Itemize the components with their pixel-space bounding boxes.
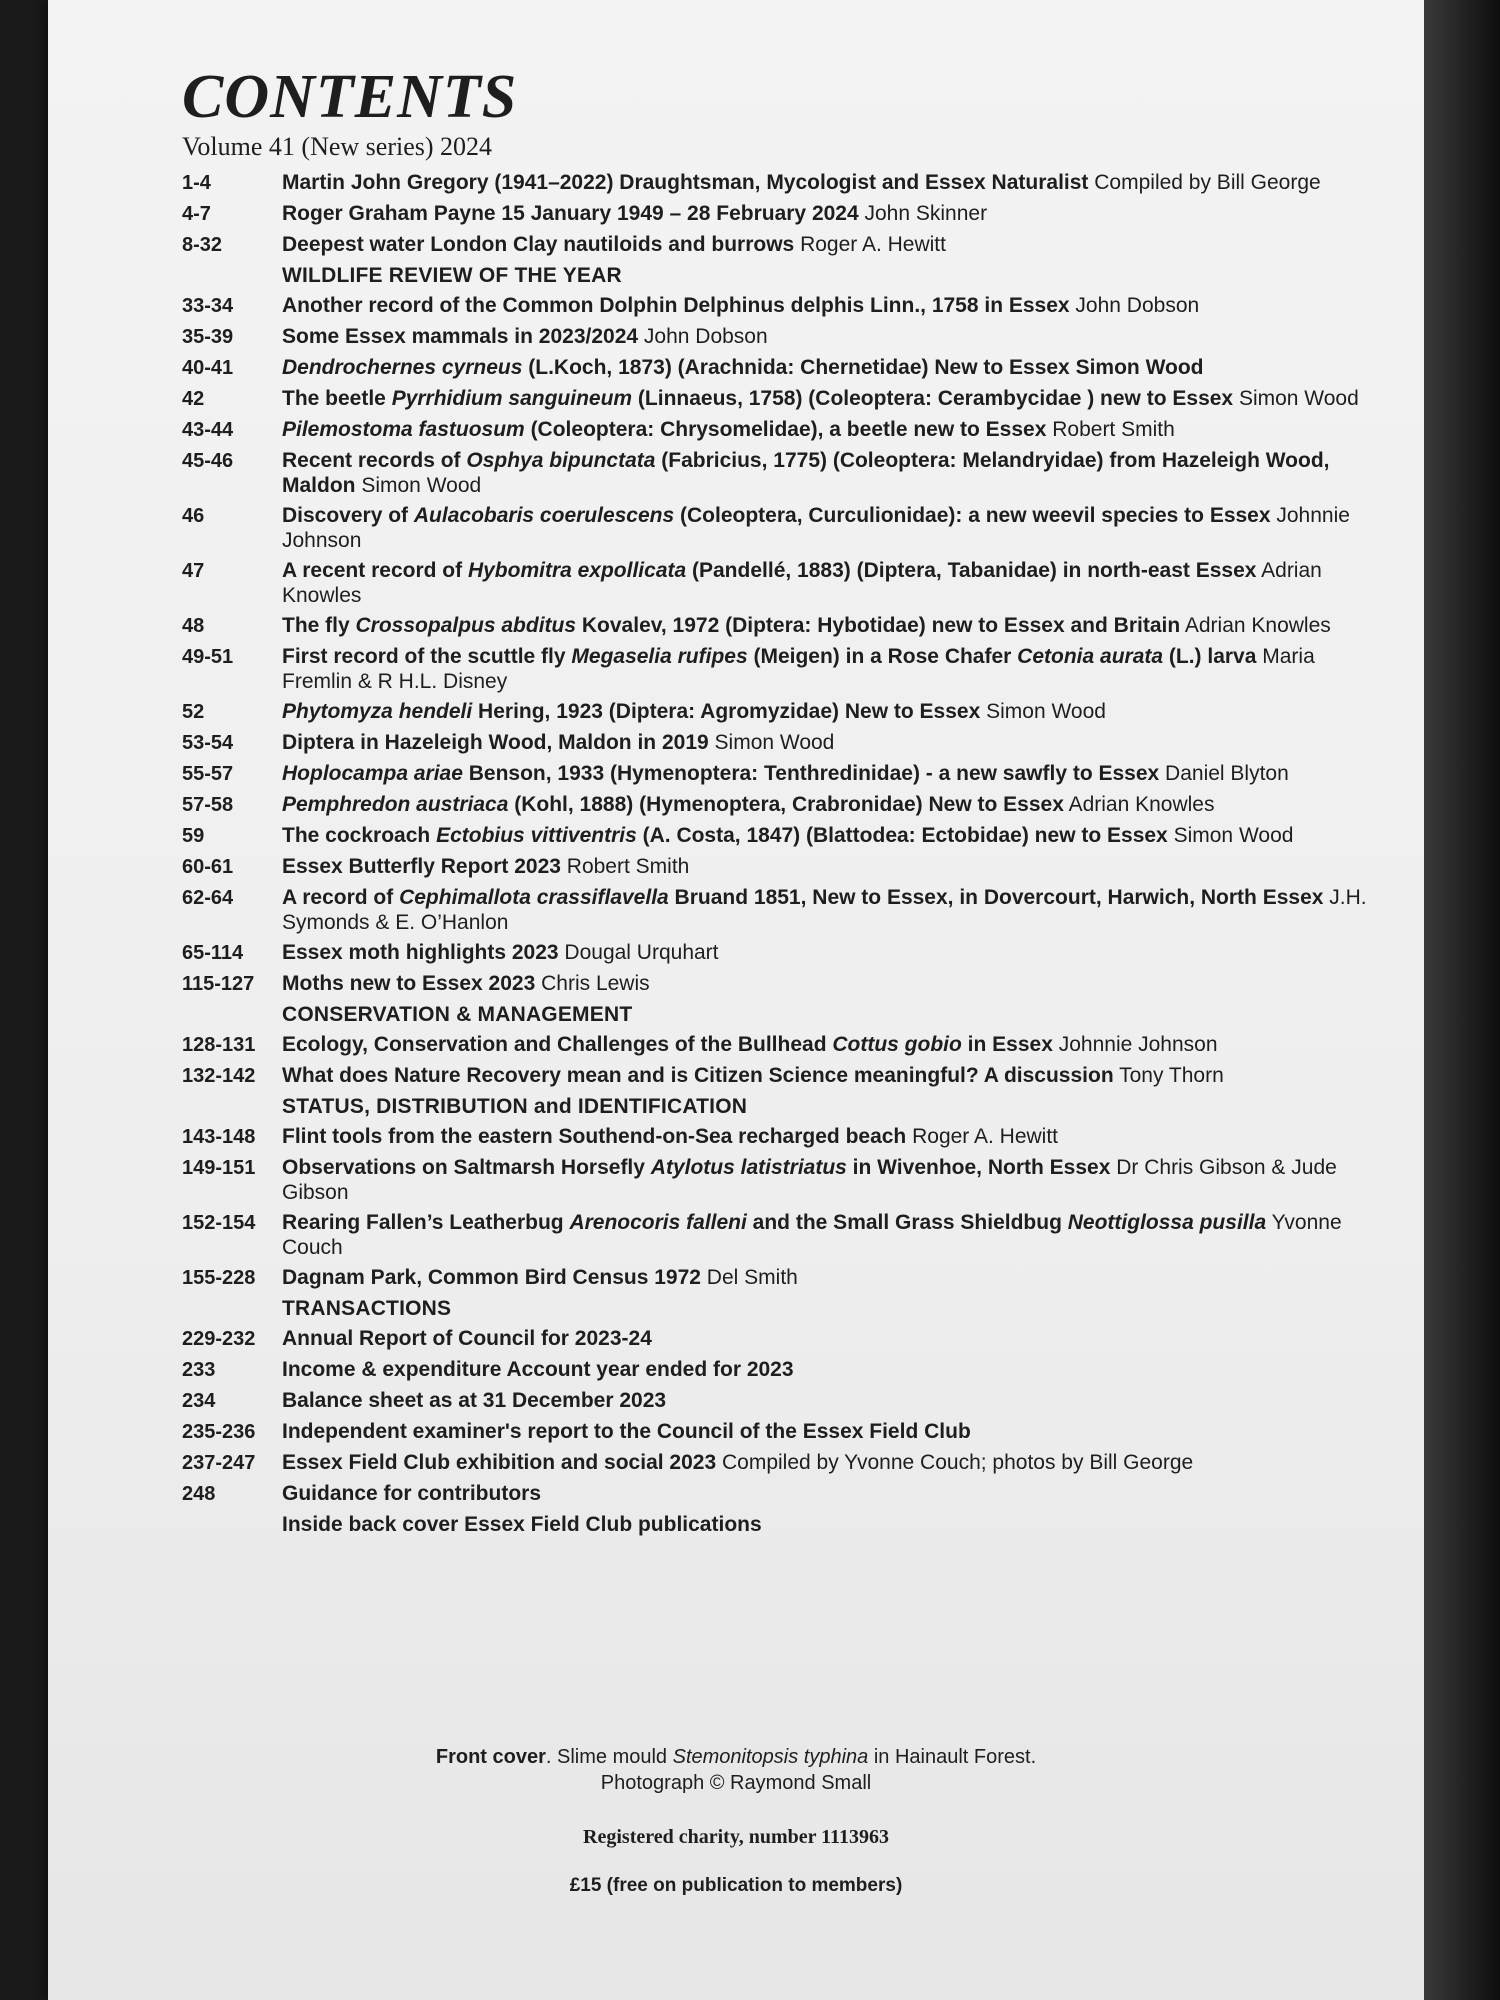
entry-text xyxy=(282,1326,1372,1351)
section-heading xyxy=(182,1094,1372,1119)
entry-author: John Dobson xyxy=(638,325,768,348)
entry-title: Ecology, Conservation and Challenges of the Bullhead xyxy=(282,1033,833,1056)
entry-text xyxy=(282,613,1372,638)
entry-title: (Pandellé, 1883) (Diptera, Tabanidae) in north-east Essex xyxy=(686,559,1257,582)
toc-entry xyxy=(182,644,1372,694)
section-heading xyxy=(182,1296,1372,1321)
entry-author: Tony Thorn xyxy=(1113,1064,1224,1087)
page-range: 46 xyxy=(182,505,205,527)
page-range: 152-154 xyxy=(182,1212,256,1234)
entry-text xyxy=(282,854,1372,879)
toc-entry xyxy=(182,1419,1372,1445)
section-title xyxy=(282,1296,1372,1321)
entry-title: Rearing Fallen’s Leatherbug xyxy=(282,1211,570,1234)
entry-text xyxy=(282,1155,1372,1205)
entry-author: Adrian Knowles xyxy=(282,559,1322,607)
front-cover-label: Front cover xyxy=(435,1746,546,1768)
entry-text xyxy=(282,1124,1372,1149)
entry-title: Diptera in Hazeleigh Wood, Maldon in 2019 xyxy=(282,731,709,754)
species-name: Megaselia rufipes xyxy=(571,645,748,668)
toc-entry xyxy=(182,1265,1372,1291)
entry-text xyxy=(282,1265,1372,1290)
entry-title: (Coleoptera, Curculionidae): a new weevil species to Essex xyxy=(674,504,1271,527)
entry-title: Some Essex mammals in 2023/2024 xyxy=(282,325,639,348)
page-range: 52 xyxy=(182,701,205,723)
entry-title: Hering, 1923 (Diptera: Agromyzidae) New to Essex xyxy=(472,700,981,723)
entry-author: John Dobson xyxy=(1069,294,1200,317)
toc-entry xyxy=(182,1124,1372,1150)
toc-entry xyxy=(182,1032,1372,1058)
entry-text xyxy=(282,1419,1372,1444)
section-heading xyxy=(182,1002,1372,1027)
toc-entry xyxy=(182,503,1372,553)
page-range: 48 xyxy=(182,615,205,637)
entry-title: (Linnaeus, 1758) (Coleoptera: Cerambycidae ) new to Essex xyxy=(632,387,1234,410)
page-range: 229-232 xyxy=(182,1328,256,1350)
entry-title: (L.Koch, 1873) (Arachnida: Chernetidae) New to Essex Simon Wood xyxy=(522,356,1204,379)
species-name: Crossopalpus abditus xyxy=(355,614,577,637)
journal-page xyxy=(48,0,1424,2000)
entry-author: Compiled by Yvonne Couch; photos by Bill George xyxy=(716,1451,1194,1474)
entry-text xyxy=(282,386,1372,411)
toc-entry xyxy=(182,971,1372,997)
entry-title: Independent examiner's report to the Council of the Essex Field Club xyxy=(282,1420,971,1443)
page-range: 234 xyxy=(182,1390,216,1412)
species-name: Pilemostoma fastuosum xyxy=(282,418,525,441)
entry-author: Johnnie Johnson xyxy=(1052,1033,1218,1056)
page-range: 43-44 xyxy=(182,419,234,441)
species-name: Pyrrhidium sanguineum xyxy=(391,387,633,410)
species-name: Aulacobaris coerulescens xyxy=(413,504,675,527)
entry-title: STATUS, DISTRIBUTION and IDENTIFICATION xyxy=(282,1095,748,1118)
front-cover-text: . Slime mould xyxy=(545,1746,673,1768)
entry-title: Balance sheet as at 31 December 2023 xyxy=(282,1389,667,1412)
entry-text xyxy=(282,792,1372,817)
entry-author: Del Smith xyxy=(700,1266,798,1289)
page-range: 248 xyxy=(182,1483,216,1505)
entry-title: (Coleoptera: Chrysomelidae), a beetle new to Essex xyxy=(524,418,1047,441)
toc-entry xyxy=(182,823,1372,849)
entry-text xyxy=(282,503,1372,553)
entry-title: (Kohl, 1888) (Hymenoptera, Crabronidae) New to Essex xyxy=(508,793,1064,816)
toc-entry xyxy=(182,355,1372,381)
entry-title: Another record of the Common Dolphin Delphinus delphis Linn., 1758 in Essex xyxy=(282,294,1070,317)
entry-author: Robert Smith xyxy=(1046,418,1175,441)
entry-text xyxy=(282,730,1372,755)
entry-title: TRANSACTIONS xyxy=(282,1297,452,1320)
entry-title: Bruand 1851, New to Essex, in Dovercourt, Harwich, North Essex xyxy=(668,886,1324,909)
entry-text xyxy=(282,823,1372,848)
species-name: Cetonia aurata xyxy=(1017,645,1164,668)
entry-text xyxy=(282,885,1372,935)
entry-author: Simon Wood xyxy=(708,731,835,754)
toc-entry xyxy=(182,1450,1372,1476)
page-range: 237-247 xyxy=(182,1452,256,1474)
front-cover-species: Stemonitopsis typhina xyxy=(672,1746,869,1768)
volume-line: Volume 41 (New series) 2024 xyxy=(182,132,493,161)
species-name: Hoplocampa ariae xyxy=(282,762,463,785)
page-range: 35-39 xyxy=(182,326,234,348)
entry-text xyxy=(282,940,1372,965)
page-range: 149-151 xyxy=(182,1157,256,1179)
entry-text xyxy=(282,971,1372,996)
entry-author: Adrian Knowles xyxy=(1180,614,1331,637)
entry-text xyxy=(282,201,1372,226)
toc-entry xyxy=(182,1210,1372,1260)
entry-title: First record of the scuttle fly xyxy=(282,645,572,668)
front-cover-line xyxy=(48,1744,1424,1770)
toc-entry xyxy=(182,170,1372,196)
page-range: 53-54 xyxy=(182,732,234,754)
entry-author: Simon Wood xyxy=(355,474,482,497)
entry-title: Roger Graham Payne 15 January 1949 – 28 February 2024 xyxy=(282,202,859,225)
entry-title: CONSERVATION & MANAGEMENT xyxy=(282,1003,633,1026)
toc-entry xyxy=(182,730,1372,756)
entry-author: Dr Chris Gibson & Jude Gibson xyxy=(282,1156,1337,1204)
page-range: 45-46 xyxy=(182,450,234,472)
entry-title: The beetle xyxy=(282,387,392,410)
entry-author: Simon Wood xyxy=(1167,824,1294,847)
species-name: Phytomyza hendeli xyxy=(282,700,473,723)
page-range: 115-127 xyxy=(182,973,255,995)
entry-text xyxy=(282,170,1372,195)
entry-author: Chris Lewis xyxy=(535,972,650,995)
entry-title: The fly xyxy=(282,614,356,637)
page-range: 62-64 xyxy=(182,887,234,909)
page-range: 155-228 xyxy=(182,1267,256,1289)
section-title xyxy=(282,1002,1372,1027)
toc-entry xyxy=(182,386,1372,412)
entry-title: Deepest water London Clay nautiloids and burrows xyxy=(282,233,795,256)
entry-author: Roger A. Hewitt xyxy=(906,1125,1058,1148)
entry-text xyxy=(282,417,1372,442)
entry-text xyxy=(282,1450,1372,1475)
toc-entry xyxy=(182,558,1372,608)
entry-title: in Wivenhoe, North Essex xyxy=(846,1156,1111,1179)
entry-author: John Skinner xyxy=(858,202,988,225)
species-name: Dendrochernes cyrneus xyxy=(282,356,523,379)
entry-text xyxy=(282,232,1372,257)
toc-entry xyxy=(182,448,1372,498)
entry-title: in Essex xyxy=(961,1033,1053,1056)
page-range: 65-114 xyxy=(182,942,244,964)
entry-text xyxy=(282,355,1372,380)
page-range: 47 xyxy=(182,560,205,582)
page-range: 57-58 xyxy=(182,794,234,816)
entry-text xyxy=(282,761,1372,786)
entry-text xyxy=(282,293,1372,318)
toc-entry xyxy=(182,232,1372,258)
species-name: Cottus gobio xyxy=(832,1033,962,1056)
entry-text xyxy=(282,1512,1372,1537)
entry-author: Simon Wood xyxy=(1233,387,1359,410)
species-name: Neottiglossa pusilla xyxy=(1067,1211,1267,1234)
entry-title: (Fabricius, 1775) (Coleoptera: Melandryidae) from Hazeleigh Wood, Maldon xyxy=(282,449,1330,497)
species-name: Atylotus latistriatus xyxy=(650,1156,847,1179)
toc-entry xyxy=(182,761,1372,787)
toc-entry xyxy=(182,613,1372,639)
species-name: Osphya bipunctata xyxy=(466,449,656,472)
page-range: 33-34 xyxy=(182,295,234,317)
entry-author: Robert Smith xyxy=(560,855,690,878)
entry-text xyxy=(282,448,1372,498)
front-cover-location: in Hainault Forest. xyxy=(868,1746,1037,1768)
entry-title: Income & expenditure Account year ended for 2023 xyxy=(282,1358,794,1381)
page-range: 235-236 xyxy=(182,1421,256,1443)
entry-author: J.H. Symonds & E. O’Hanlon xyxy=(282,886,1367,934)
toc-entry xyxy=(182,324,1372,350)
entry-title: Annual Report of Council for 2023-24 xyxy=(282,1327,652,1350)
contents-block xyxy=(182,62,1372,1542)
page-range: 1-4 xyxy=(182,172,211,194)
entry-author: Yvonne Couch xyxy=(282,1211,1342,1259)
species-name: Ectobius vittiventris xyxy=(436,824,637,847)
page-range: 59 xyxy=(182,825,205,847)
toc-entry xyxy=(182,1155,1372,1205)
toc-entry xyxy=(182,417,1372,443)
page-range: 233 xyxy=(182,1359,216,1381)
entry-title: Discovery of xyxy=(282,504,414,527)
entry-title: Benson, 1933 (Hymenoptera: Tenthredinidae) - a new sawfly to Essex xyxy=(462,762,1160,785)
entry-text xyxy=(282,1063,1372,1088)
entry-author: Dougal Urquhart xyxy=(558,941,719,964)
entry-author: Maria Fremlin & R H.L. Disney xyxy=(282,645,1315,693)
entry-text xyxy=(282,699,1372,724)
entry-title: Guidance for contributors xyxy=(282,1482,542,1505)
entry-author: Simon Wood xyxy=(980,700,1106,723)
entry-title: Dagnam Park, Common Bird Census 1972 xyxy=(282,1266,701,1289)
page-range: 8-32 xyxy=(182,234,223,256)
background-edge xyxy=(1424,0,1500,2000)
page-range: 42 xyxy=(182,388,205,410)
entry-text xyxy=(282,558,1372,608)
toc-entry xyxy=(182,885,1372,935)
species-name: Cephimallota crassiflavella xyxy=(399,886,669,909)
entry-title: Martin John Gregory (1941–2022) Draughtsman, Mycologist and Essex Naturalist xyxy=(282,171,1089,194)
entry-text xyxy=(282,644,1372,694)
species-name: Pemphredon austriaca xyxy=(282,793,509,816)
toc-entry xyxy=(182,293,1372,319)
page-range: 128-131 xyxy=(182,1034,256,1056)
page-range: 40-41 xyxy=(182,357,234,379)
section-title xyxy=(282,263,1372,288)
page-range: 49-51 xyxy=(182,646,234,668)
entry-title: Moths new to Essex 2023 xyxy=(282,972,536,995)
page-range: 132-142 xyxy=(182,1065,256,1087)
toc-entry xyxy=(182,201,1372,227)
entry-title: Inside back cover Essex Field Club publications xyxy=(282,1513,762,1536)
entry-text xyxy=(282,1357,1372,1382)
page-range: 143-148 xyxy=(182,1126,256,1148)
entry-author: Roger A. Hewitt xyxy=(794,233,946,256)
page-title: CONTENTS xyxy=(182,63,518,131)
entry-title: A recent record of xyxy=(282,559,468,582)
entry-title: Recent records of xyxy=(282,449,467,472)
entry-title: Observations on Saltmarsh Horsefly xyxy=(282,1156,651,1179)
price-line: £15 (free on publication to members) xyxy=(569,1875,903,1896)
toc-list xyxy=(182,170,1372,1537)
entry-title: (L.) larva xyxy=(1163,645,1257,668)
species-name: Hybomitra expollicata xyxy=(467,559,687,582)
entry-title: and the Small Grass Shieldbug xyxy=(746,1211,1068,1234)
toc-entry xyxy=(182,1512,1372,1537)
entry-title: Essex moth highlights 2023 xyxy=(282,941,559,964)
page-range: 60-61 xyxy=(182,856,234,878)
entry-title: A record of xyxy=(282,886,400,909)
entry-text xyxy=(282,1388,1372,1413)
toc-entry xyxy=(182,854,1372,880)
photo-credit: Photograph © Raymond Small xyxy=(600,1772,872,1794)
section-title xyxy=(282,1094,1372,1119)
entry-text xyxy=(282,1481,1372,1506)
toc-entry xyxy=(182,1481,1372,1507)
entry-title: (Meigen) in a Rose Chafer xyxy=(747,645,1018,668)
toc-entry xyxy=(182,792,1372,818)
toc-entry xyxy=(182,1063,1372,1089)
entry-title: The cockroach xyxy=(282,824,437,847)
entry-title: WILDLIFE REVIEW OF THE YEAR xyxy=(282,264,622,287)
entry-title: Essex Field Club exhibition and social 2023 xyxy=(282,1451,717,1474)
entry-author: Daniel Blyton xyxy=(1159,762,1289,785)
page-range: 4-7 xyxy=(182,203,211,225)
entry-text xyxy=(282,1210,1372,1260)
entry-title: What does Nature Recovery mean and is Citizen Science meaningful? A discussion xyxy=(282,1064,1114,1087)
entry-author: Compiled by Bill George xyxy=(1088,171,1321,194)
entry-title: Kovalev, 1972 (Diptera: Hybotidae) new to Essex and Britain xyxy=(576,614,1181,637)
section-heading xyxy=(182,263,1372,288)
toc-entry xyxy=(182,1388,1372,1414)
entry-text xyxy=(282,1032,1372,1057)
species-name: Arenocoris falleni xyxy=(569,1211,747,1234)
toc-entry xyxy=(182,699,1372,725)
entry-author: Adrian Knowles xyxy=(1063,793,1215,816)
entry-text xyxy=(282,324,1372,349)
entry-author: Johnnie Johnson xyxy=(282,504,1350,552)
toc-entry xyxy=(182,1357,1372,1383)
toc-entry xyxy=(182,940,1372,966)
page-range: 55-57 xyxy=(182,763,234,785)
entry-title: (A. Costa, 1847) (Blattodea: Ectobidae) new to Essex xyxy=(636,824,1168,847)
page-footer xyxy=(48,1744,1424,1897)
entry-title: Flint tools from the eastern Southend-on-Sea recharged beach xyxy=(282,1125,907,1148)
charity-number: Registered charity, number 1113963 xyxy=(583,1826,889,1848)
entry-title: Essex Butterfly Report 2023 xyxy=(282,855,561,878)
toc-entry xyxy=(182,1326,1372,1352)
